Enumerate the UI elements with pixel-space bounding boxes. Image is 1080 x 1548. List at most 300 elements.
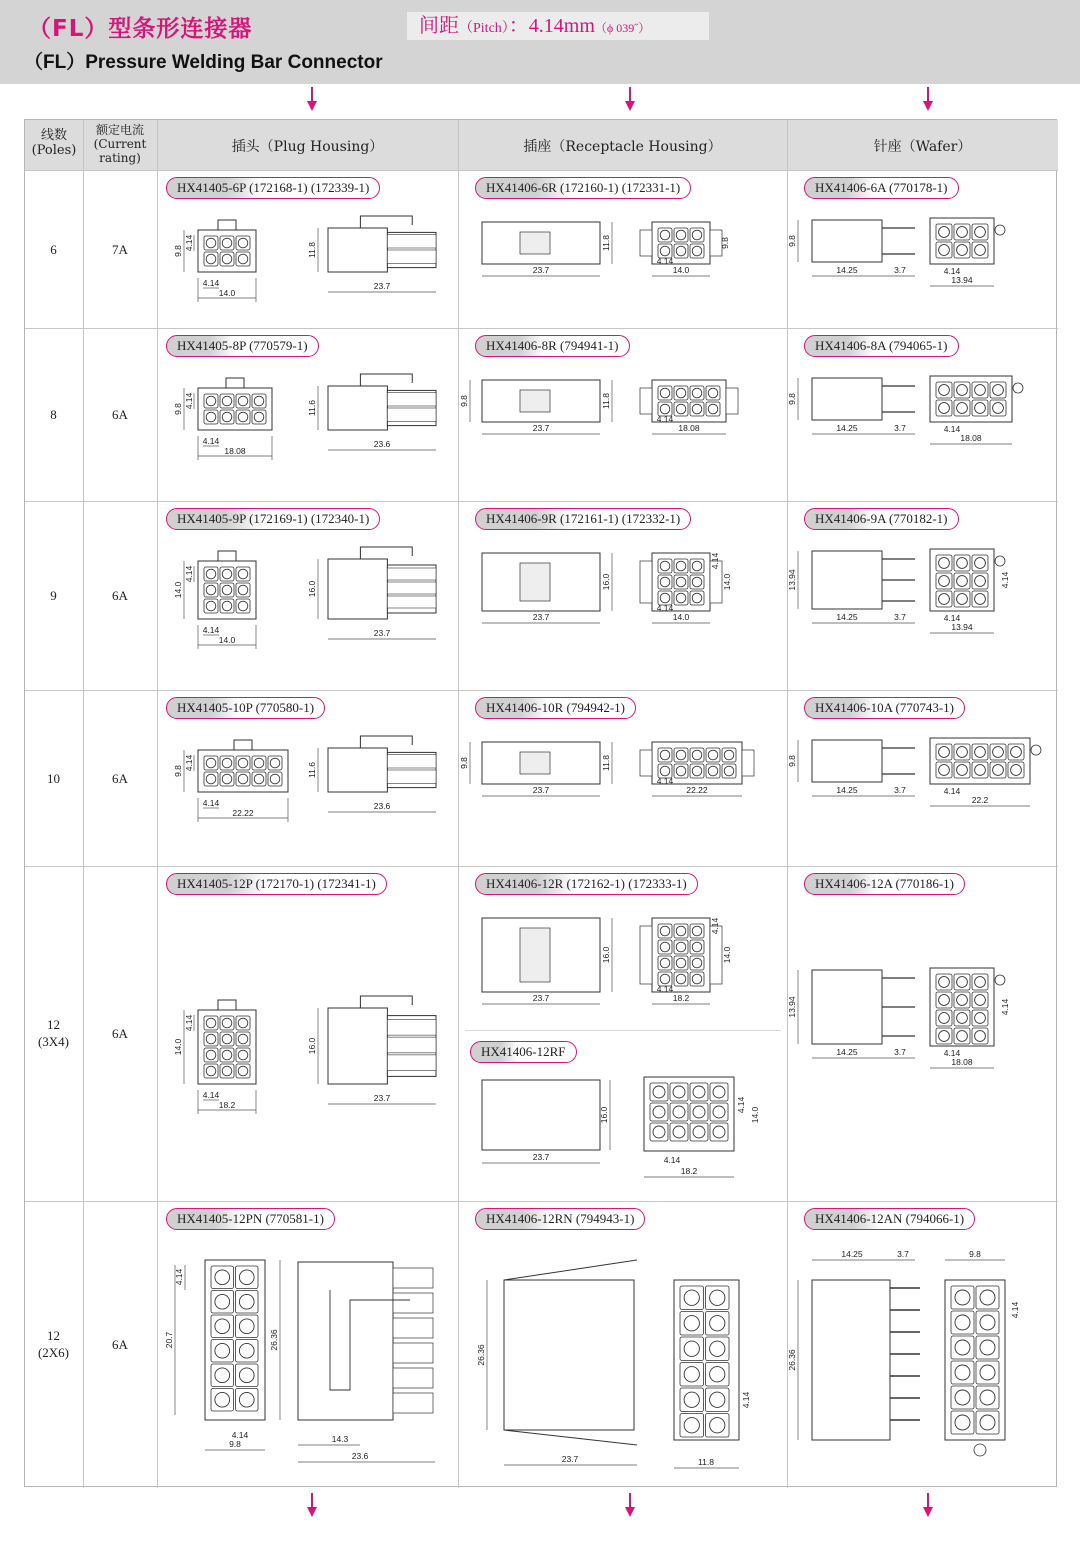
- pin-circle: [206, 1066, 216, 1076]
- table-header: [25, 120, 1058, 170]
- pin-circle: [957, 385, 968, 396]
- pin-circle: [660, 561, 670, 571]
- dimension-label: 23.7: [373, 281, 391, 291]
- pin-circle: [713, 1086, 725, 1098]
- dimension-label: 22.2: [971, 795, 989, 805]
- dimension-label: 11.6: [307, 762, 317, 778]
- dimension-label: 14.0: [672, 612, 690, 622]
- latch-arm: [504, 1430, 637, 1445]
- housing-side: [328, 748, 387, 792]
- pin-circle: [676, 230, 686, 240]
- dimension-label: 4.14: [943, 786, 961, 796]
- pin-circle: [239, 1392, 254, 1407]
- pin-circle: [1011, 747, 1022, 758]
- part-number-wafer: HX41406-6A (770178-1): [804, 177, 959, 199]
- header-receptacle: 插座（Receptacle Housing）: [523, 139, 722, 155]
- pin-circle: [692, 404, 702, 414]
- lead: [393, 1368, 433, 1388]
- pitch-imperial: （ϕ 039˝）: [594, 21, 651, 35]
- pin-circle: [206, 585, 216, 595]
- pin-circle: [238, 412, 248, 422]
- pin-circle: [206, 1050, 216, 1060]
- pin-circle: [684, 1418, 699, 1433]
- plug-drawing: [160, 541, 450, 684]
- dimension-label: 11.8: [601, 235, 611, 251]
- lead: [393, 1393, 433, 1413]
- pin-circle: [975, 747, 986, 758]
- pin-circle: [939, 995, 950, 1006]
- lead: [387, 1019, 436, 1035]
- pin-circle: [939, 227, 950, 238]
- latch: [218, 1000, 236, 1010]
- dimension-label: 23.7: [373, 1093, 391, 1103]
- pin-circle: [708, 766, 718, 776]
- pin-circle: [222, 758, 232, 768]
- dimension-label: 4.14: [656, 414, 674, 424]
- pitch-label-en: （Pitch）: [459, 21, 509, 36]
- dimension-label: 14.25: [836, 1047, 858, 1057]
- latch-arm: [360, 996, 412, 1008]
- dimension-label: 4.14: [943, 1048, 961, 1058]
- lead: [387, 582, 436, 594]
- pin-circle: [957, 765, 968, 776]
- pin-circle: [222, 254, 232, 264]
- pin-circle: [653, 1126, 665, 1138]
- pin-circle: [222, 238, 232, 248]
- dimension-label: 4.14: [656, 603, 674, 613]
- pin-circle: [713, 1126, 725, 1138]
- pin-circle: [206, 601, 216, 611]
- pin-circle: [238, 238, 248, 248]
- pin-circle: [676, 593, 686, 603]
- side-ear: [742, 750, 754, 776]
- pin-circle: [980, 1315, 995, 1330]
- pin-circle: [710, 1367, 725, 1382]
- pin-circle: [975, 594, 986, 605]
- pin-circle: [254, 396, 264, 406]
- dimension-label: 14.25: [836, 265, 858, 275]
- pin-circle: [957, 576, 968, 587]
- wafer-side: [812, 220, 882, 262]
- dimension-label: 13.94: [951, 622, 973, 632]
- poles-cn: 线数: [40, 128, 67, 143]
- pin-circle: [676, 942, 686, 952]
- pin-circle: [676, 974, 686, 984]
- pin-circle: [673, 1126, 685, 1138]
- part-number-receptacle: HX41406-6R (172160-1) (172331-1): [475, 177, 691, 199]
- pin-circle: [939, 403, 950, 414]
- pin-circle: [660, 926, 670, 936]
- pin-circle: [238, 774, 248, 784]
- rating-cell: 6A: [112, 588, 128, 603]
- pin-circle: [270, 758, 280, 768]
- part-number-plug: HX41405-12PN (770581-1): [166, 1208, 335, 1230]
- pin-circle: [660, 246, 670, 256]
- dimension-label: 14.0: [750, 1106, 760, 1124]
- poles-cell: [24, 1327, 83, 1361]
- latch: [234, 740, 252, 750]
- pin-circle: [684, 1367, 699, 1382]
- dimension-label: 4.14: [184, 392, 194, 410]
- pin-circle: [238, 569, 248, 579]
- pin-circle: [684, 1316, 699, 1331]
- dimension-label: 4.14: [202, 1090, 220, 1100]
- dimension-label: 9.8: [459, 395, 469, 407]
- dimension-label: 18.2: [680, 1166, 698, 1176]
- pin-circle: [238, 254, 248, 264]
- pin-circle: [684, 1341, 699, 1356]
- poles-cell: [24, 770, 83, 787]
- pin-circle: [710, 1290, 725, 1305]
- part-number-receptacle: HX41406-9R (172161-1) (172332-1): [475, 508, 691, 530]
- pin-circle: [708, 750, 718, 760]
- pin-circle: [684, 1392, 699, 1407]
- dimension-label: 13.94: [787, 569, 797, 591]
- receptacle-slot: [520, 390, 550, 412]
- dimension-label: 13.94: [787, 996, 797, 1018]
- rating-en-1: (Current: [93, 137, 147, 151]
- pin-circle: [957, 227, 968, 238]
- pin-circle: [660, 974, 670, 984]
- part-number-wafer: HX41406-9A (770182-1): [804, 508, 959, 530]
- dimension-label: 14.0: [173, 1038, 183, 1056]
- dimension-label: 23.6: [373, 801, 391, 811]
- poles-value: 8: [50, 407, 57, 422]
- receptacle-slot: [520, 752, 550, 774]
- pin-circle: [692, 750, 702, 760]
- dimension-label: 11.8: [698, 1457, 714, 1467]
- pin-circle: [692, 974, 702, 984]
- wafer-side: [812, 1280, 890, 1440]
- dimension-label: 14.0: [218, 635, 236, 645]
- poles-note: (3X4): [37, 1034, 70, 1049]
- lead: [387, 568, 436, 580]
- housing-side: [328, 386, 387, 430]
- pin-circle: [215, 1392, 230, 1407]
- dimension-label: 23.7: [532, 423, 550, 433]
- locking-peg: [1013, 383, 1023, 393]
- poles-value: 9: [50, 588, 57, 603]
- pin-circle: [955, 1290, 970, 1305]
- dimension-label: 9.8: [229, 1439, 241, 1449]
- dimension-label: 9.8: [787, 755, 797, 767]
- dimension-label: 14.25: [836, 423, 858, 433]
- dimension-label: 22.22: [686, 785, 708, 795]
- pin-circle: [692, 942, 702, 952]
- dimension-label: 4.14: [202, 798, 220, 808]
- lead: [387, 596, 436, 608]
- dimension-label: 14.0: [218, 288, 236, 298]
- dimension-label: 26.36: [787, 1349, 797, 1371]
- plug-drawing: [160, 730, 450, 860]
- receptacle-drawing: [462, 906, 762, 1056]
- housing-side: [328, 1008, 387, 1084]
- pin-circle: [239, 1343, 254, 1358]
- plug-drawing: [160, 1240, 450, 1480]
- side-ear: [640, 750, 652, 776]
- pin-circle: [222, 1066, 232, 1076]
- plug-drawing: [160, 368, 450, 495]
- pin-circle: [222, 412, 232, 422]
- latch-arm: [504, 1260, 637, 1280]
- lead: [393, 1268, 433, 1288]
- dimension-label: 11.8: [307, 242, 317, 258]
- header-rating: [83, 123, 157, 165]
- pin-circle: [939, 385, 950, 396]
- pin-circle: [980, 1290, 995, 1305]
- pin-circle: [708, 404, 718, 414]
- dimension-label: 11.8: [601, 755, 611, 771]
- lead: [387, 1037, 436, 1053]
- pin-circle: [975, 995, 986, 1006]
- lead: [387, 1055, 436, 1071]
- dimension-label: 4.14: [202, 278, 220, 288]
- pin-circle: [975, 1013, 986, 1024]
- pin-circle: [710, 1316, 725, 1331]
- poles-note: (2X6): [37, 1345, 70, 1360]
- dimension-label: 4.14: [943, 424, 961, 434]
- dimension-label: 18.08: [951, 1057, 973, 1067]
- pin-circle: [692, 561, 702, 571]
- pitch-value: 4.14mm: [528, 15, 595, 37]
- latch: [218, 220, 236, 230]
- dimension-label: 23.7: [532, 265, 550, 275]
- pin-circle: [222, 601, 232, 611]
- part-number-receptacle: HX41406-10R (794942-1): [475, 697, 636, 719]
- receptacle-slot: [520, 232, 550, 254]
- dimension-label: 16.0: [601, 946, 611, 964]
- pin-circle: [939, 576, 950, 587]
- pin-circle: [238, 1034, 248, 1044]
- pin-circle: [993, 765, 1004, 776]
- locking-peg: [995, 556, 1005, 566]
- dimension-label: 16.0: [601, 573, 611, 591]
- dimension-label: 9.8: [173, 765, 183, 777]
- dimension-label: 20.7: [164, 1331, 174, 1349]
- pin-circle: [653, 1086, 665, 1098]
- pin-circle: [653, 1106, 665, 1118]
- dimension-label: 14.0: [672, 265, 690, 275]
- locking-peg: [1031, 745, 1041, 755]
- pin-circle: [676, 750, 686, 760]
- housing-side: [298, 1262, 393, 1420]
- pin-circle: [215, 1319, 230, 1334]
- pin-circle: [993, 385, 1004, 396]
- pin-circle: [710, 1341, 725, 1356]
- dimension-label: 4.14: [710, 552, 720, 570]
- pin-circle: [975, 977, 986, 988]
- poles-cell: [24, 1016, 83, 1050]
- lead: [387, 770, 436, 783]
- dimension-label: 9.8: [459, 757, 469, 769]
- poles-value: 10: [47, 770, 60, 786]
- pin-circle: [270, 774, 280, 784]
- pin-circle: [957, 403, 968, 414]
- side-ear: [640, 926, 652, 984]
- pin-circle: [957, 995, 968, 1006]
- pin-circle: [693, 1106, 705, 1118]
- part-number-plug: HX41405-8P (770579-1): [166, 335, 319, 357]
- dimension-label: 14.25: [841, 1249, 863, 1259]
- dimension-label: 18.2: [218, 1100, 236, 1110]
- dimension-label: 23.7: [532, 1152, 550, 1162]
- pin-circle: [955, 1390, 970, 1405]
- part-number-plug: HX41405-9P (172169-1) (172340-1): [166, 508, 380, 530]
- pin-circle: [222, 585, 232, 595]
- pin-circle: [238, 601, 248, 611]
- dimension-label: 9.8: [173, 403, 183, 415]
- receptacle-drawing: [462, 541, 762, 684]
- pin-circle: [693, 1126, 705, 1138]
- pin-circle: [254, 412, 264, 422]
- pin-circle: [957, 245, 968, 256]
- pin-circle: [710, 1418, 725, 1433]
- pitch-separator: ：: [508, 15, 529, 37]
- pin-circle: [957, 977, 968, 988]
- poles-en: (Poles): [31, 143, 77, 158]
- receptacle-drawing: [462, 210, 762, 322]
- dimension-label: 4.14: [710, 917, 720, 935]
- pin-circle: [673, 1086, 685, 1098]
- pin-circle: [660, 404, 670, 414]
- dimension-label: 16.0: [307, 1037, 317, 1055]
- rating-cell: 6A: [112, 1337, 128, 1352]
- rating-cn: 额定电流: [95, 123, 144, 137]
- dimension-label: 14.0: [722, 946, 732, 964]
- dimension-label: 18.08: [224, 446, 246, 456]
- dimension-label: 14.25: [836, 785, 858, 795]
- dimension-label: 14.25: [836, 612, 858, 622]
- pin-circle: [939, 977, 950, 988]
- pin-circle: [955, 1415, 970, 1430]
- pin-circle: [975, 765, 986, 776]
- receptacle-slot: [520, 928, 550, 982]
- pin-circle: [238, 1018, 248, 1028]
- latch-arm: [360, 216, 412, 228]
- pin-circle: [693, 1086, 705, 1098]
- rating-cell: 7A: [112, 241, 128, 257]
- pin-circle: [676, 958, 686, 968]
- dimension-label: 4.14: [656, 776, 674, 786]
- pin-circle: [660, 942, 670, 952]
- pin-circle: [239, 1368, 254, 1383]
- pin-circle: [939, 1013, 950, 1024]
- page-header: [0, 0, 1080, 84]
- pin-circle: [254, 774, 264, 784]
- dimension-label: 14.0: [173, 581, 183, 599]
- dimension-label: 4.14: [943, 266, 961, 276]
- pitch-box: [407, 12, 709, 40]
- pin-circle: [238, 1066, 248, 1076]
- side-ear: [640, 230, 652, 256]
- pin-circle: [957, 747, 968, 758]
- dimension-label: 9.8: [787, 393, 797, 405]
- pin-circle: [692, 958, 702, 968]
- dimension-label: 18.08: [678, 423, 700, 433]
- poles-cell: [24, 587, 83, 604]
- pin-circle: [939, 765, 950, 776]
- pin-circle: [692, 766, 702, 776]
- latch-arm: [360, 374, 412, 386]
- wafer-drawing: [787, 960, 1055, 1110]
- pin-circle: [955, 1365, 970, 1380]
- dimension-label: 16.0: [599, 1106, 609, 1124]
- dimension-label: 26.36: [269, 1329, 279, 1351]
- pin-circle: [939, 245, 950, 256]
- latch-arm: [360, 736, 412, 748]
- receptacle-drawing: [462, 1240, 762, 1480]
- pin-circle: [957, 1031, 968, 1042]
- pin-circle: [939, 558, 950, 569]
- wafer-drawing: [787, 1240, 1055, 1480]
- pin-circle: [206, 396, 216, 406]
- dimension-label: 4.14: [184, 234, 194, 252]
- pin-circle: [215, 1343, 230, 1358]
- pin-circle: [724, 750, 734, 760]
- lead: [387, 755, 436, 768]
- dimension-label: 16.0: [307, 580, 317, 598]
- pin-circle: [975, 385, 986, 396]
- pin-circle: [676, 561, 686, 571]
- wafer-side: [812, 740, 882, 782]
- pin-circle: [939, 1031, 950, 1042]
- pin-circle: [222, 569, 232, 579]
- pin-circle: [713, 1106, 725, 1118]
- dimension-label: 4.14: [943, 613, 961, 623]
- pin-circle: [692, 230, 702, 240]
- lead: [393, 1293, 433, 1313]
- pin-circle: [993, 747, 1004, 758]
- poles-value: 6: [50, 241, 57, 257]
- lead: [387, 393, 436, 406]
- pin-circle: [980, 1390, 995, 1405]
- receptacle-rf-drawing: [462, 1065, 762, 1185]
- lead: [393, 1318, 433, 1338]
- pin-circle: [975, 403, 986, 414]
- dimension-label: 4.14: [184, 565, 194, 583]
- dimension-label: 23.7: [373, 628, 391, 638]
- pin-circle: [660, 593, 670, 603]
- pin-circle: [692, 577, 702, 587]
- part-number-wafer: HX41406-8A (794065-1): [804, 335, 959, 357]
- pin-circle: [975, 245, 986, 256]
- dimension-label: 4.14: [202, 625, 220, 635]
- rating-en-2: rating): [99, 151, 141, 165]
- latch: [218, 551, 236, 561]
- poles-cell: [24, 406, 83, 423]
- part-number-plug: HX41405-10P (770580-1): [166, 697, 325, 719]
- plug-drawing: [160, 990, 450, 1130]
- rating-cell: 6A: [112, 770, 128, 786]
- latch-arm: [360, 547, 412, 559]
- pin-circle: [684, 1290, 699, 1305]
- dimension-label: 26.36: [476, 1344, 486, 1366]
- locking-peg: [995, 225, 1005, 235]
- receptacle-side: [504, 1280, 634, 1430]
- dimension-label: 4.14: [184, 754, 194, 772]
- pin-circle: [215, 1368, 230, 1383]
- title-chinese: （FL）型条形连接器: [28, 16, 253, 42]
- pin-circle: [206, 758, 216, 768]
- dimension-label: 3.7: [894, 1047, 906, 1057]
- pin-circle: [238, 396, 248, 406]
- dimension-label: 3.7: [894, 785, 906, 795]
- pin-circle: [955, 1315, 970, 1330]
- pin-circle: [955, 1340, 970, 1355]
- receptacle-side: [482, 1080, 600, 1150]
- dimension-label: 23.6: [351, 1451, 369, 1461]
- pin-circle: [206, 774, 216, 784]
